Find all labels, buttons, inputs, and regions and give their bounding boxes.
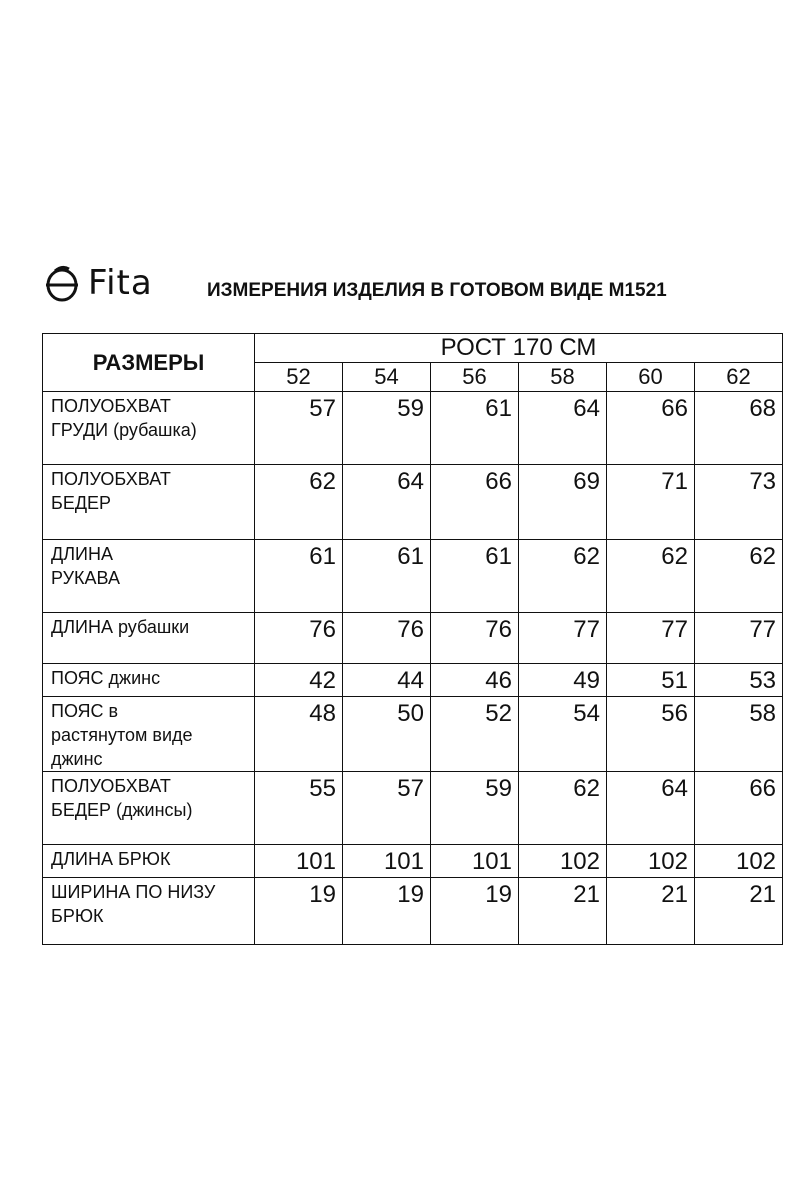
- measurement-value: 50: [343, 697, 431, 772]
- measurement-label: [43, 878, 255, 945]
- size-62: 62: [695, 363, 783, 392]
- measurement-label-line: ДЛИНА БРЮК: [51, 849, 171, 869]
- measurement-value: 101: [343, 845, 431, 878]
- measurement-label: [43, 845, 255, 878]
- measurement-value: 52: [431, 697, 519, 772]
- measurement-value: 59: [431, 772, 519, 845]
- measurement-label-line: ШИРИНА ПО НИЗУ: [51, 882, 216, 902]
- measurement-value: 62: [519, 772, 607, 845]
- measurement-label-line: ПОЯС джинс: [51, 668, 161, 688]
- fita-logo-icon: [42, 263, 82, 303]
- measurement-value: 62: [255, 465, 343, 540]
- measurement-label: [43, 465, 255, 540]
- measurement-value: 21: [695, 878, 783, 945]
- measurement-value: 59: [343, 392, 431, 465]
- measurement-value: 102: [607, 845, 695, 878]
- measurement-value: 44: [343, 664, 431, 697]
- measurement-value: 62: [519, 540, 607, 613]
- measurement-value: 57: [343, 772, 431, 845]
- measurement-value: 58: [695, 697, 783, 772]
- measurement-value: 77: [607, 613, 695, 664]
- measurement-label-line: ГРУДИ (рубашка): [51, 420, 197, 440]
- measurement-value: 21: [519, 878, 607, 945]
- measurement-value: 64: [519, 392, 607, 465]
- measurement-label-line: БЕДЕР: [51, 493, 112, 513]
- measurement-value: 76: [343, 613, 431, 664]
- measurement-value: 62: [607, 540, 695, 613]
- table-row: [43, 845, 783, 878]
- growth-header: РОСТ 170 СМ: [255, 334, 783, 363]
- measurement-label: [43, 392, 255, 465]
- measurement-value: 73: [695, 465, 783, 540]
- measurement-label-line: БРЮК: [51, 906, 104, 926]
- table-header-row: [43, 334, 783, 363]
- measurement-value: 42: [255, 664, 343, 697]
- table-row: [43, 540, 783, 613]
- measurement-label: [43, 664, 255, 697]
- size-54: 54: [343, 363, 431, 392]
- measurement-label: [43, 613, 255, 664]
- measurement-value: 101: [431, 845, 519, 878]
- measurement-value: 77: [519, 613, 607, 664]
- measurement-value: 53: [695, 664, 783, 697]
- measurement-label-line: РУКАВА: [51, 568, 120, 588]
- measurement-value: 64: [607, 772, 695, 845]
- measurement-value: 51: [607, 664, 695, 697]
- measurement-value: 101: [255, 845, 343, 878]
- document-title: ИЗМЕРЕНИЯ ИЗДЕЛИЯ В ГОТОВОМ ВИДЕ М1521: [207, 280, 667, 301]
- measurement-value: 66: [695, 772, 783, 845]
- document-header: [42, 258, 762, 318]
- measurement-value: 61: [431, 392, 519, 465]
- measurement-value: 55: [255, 772, 343, 845]
- size-56: 56: [431, 363, 519, 392]
- table-row: [43, 613, 783, 664]
- measurement-label-line: ДЛИНА: [51, 544, 113, 564]
- measurement-value: 64: [343, 465, 431, 540]
- measurement-value: 69: [519, 465, 607, 540]
- measurement-value: 68: [695, 392, 783, 465]
- measurement-label-line: растянутом виде: [51, 725, 193, 745]
- measurement-label-line: ПОЛУОБХВАТ: [51, 396, 171, 416]
- measurement-value: 49: [519, 664, 607, 697]
- measurement-value: 46: [431, 664, 519, 697]
- measurement-value: 19: [255, 878, 343, 945]
- measurement-value: 19: [343, 878, 431, 945]
- measurement-label-line: ДЛИНА рубашки: [51, 617, 190, 637]
- measurement-value: 56: [607, 697, 695, 772]
- measurement-label-line: БЕДЕР (джинсы): [51, 800, 193, 820]
- measurement-value: 61: [343, 540, 431, 613]
- table-row: [43, 465, 783, 540]
- measurement-value: 76: [431, 613, 519, 664]
- size-60: 60: [607, 363, 695, 392]
- brand-logo: [42, 258, 153, 308]
- sizes-header: РАЗМЕРЫ: [43, 334, 255, 392]
- measurement-value: 66: [431, 465, 519, 540]
- measurement-value: 61: [255, 540, 343, 613]
- measurement-value: 76: [255, 613, 343, 664]
- size-58: 58: [519, 363, 607, 392]
- brand-name: Fita: [88, 263, 153, 303]
- measurement-label-line: ПОЯС в: [51, 701, 119, 721]
- measurement-value: 57: [255, 392, 343, 465]
- table-row: [43, 697, 783, 772]
- measurement-value: 54: [519, 697, 607, 772]
- measurement-value: 61: [431, 540, 519, 613]
- measurement-label: [43, 772, 255, 845]
- measurement-value: 102: [519, 845, 607, 878]
- table-row: [43, 878, 783, 945]
- table-row: [43, 392, 783, 465]
- measurement-label: [43, 540, 255, 613]
- measurement-label-line: ПОЛУОБХВАТ: [51, 469, 171, 489]
- table-row: [43, 664, 783, 697]
- measurement-value: 102: [695, 845, 783, 878]
- measurement-label-line: ПОЛУОБХВАТ: [51, 776, 171, 796]
- measurement-value: 71: [607, 465, 695, 540]
- measurement-value: 66: [607, 392, 695, 465]
- table-row: [43, 772, 783, 845]
- measurement-value: 21: [607, 878, 695, 945]
- measurement-value: 19: [431, 878, 519, 945]
- measurement-value: 48: [255, 697, 343, 772]
- size-52: 52: [255, 363, 343, 392]
- measurement-label-line: джинс: [51, 749, 103, 769]
- measurement-value: 77: [695, 613, 783, 664]
- measurement-label: [43, 697, 255, 772]
- size-table: [42, 333, 783, 945]
- measurement-value: 62: [695, 540, 783, 613]
